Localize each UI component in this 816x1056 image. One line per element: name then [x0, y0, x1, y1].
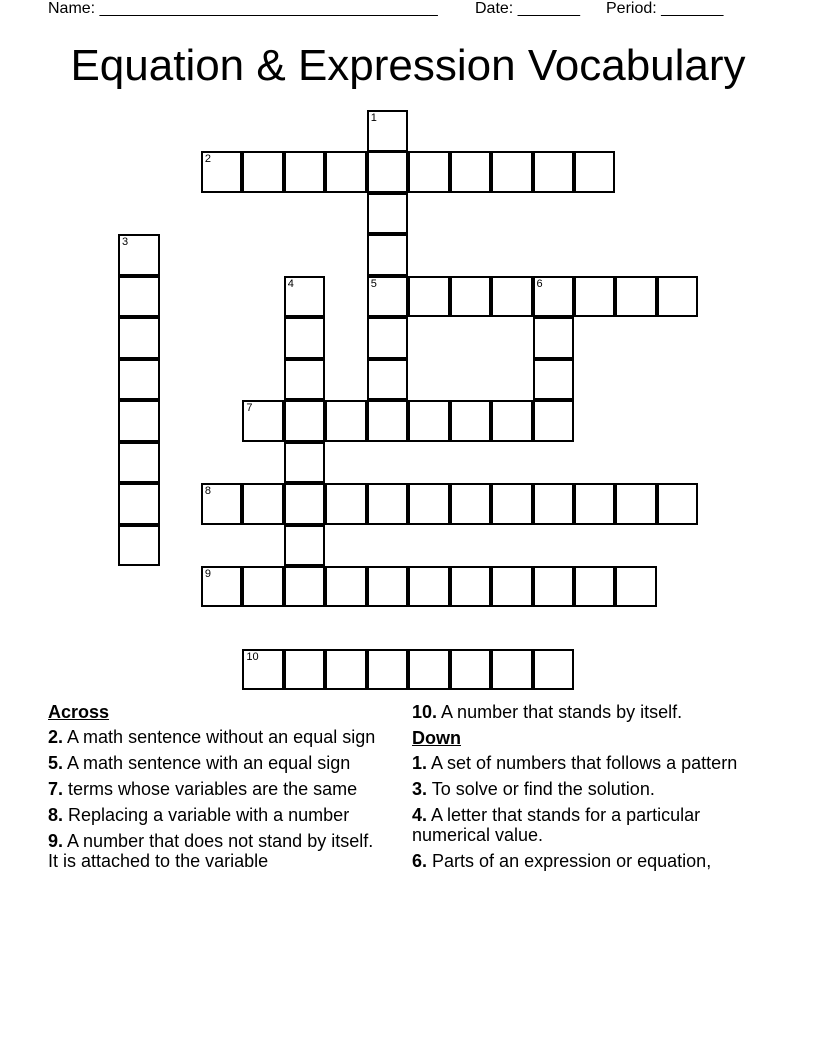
period-field[interactable]: Period: _______: [606, 0, 724, 17]
crossword-cell[interactable]: [284, 276, 326, 318]
clue-number-label: 1: [370, 112, 377, 124]
across-clue-5: [48, 753, 388, 773]
crossword-cell[interactable]: [533, 566, 575, 608]
down-clue-4: [412, 805, 752, 845]
clue-number: 4.: [412, 805, 428, 825]
crossword-cell[interactable]: [574, 483, 616, 525]
clue-number: 1.: [412, 753, 428, 773]
crossword-cell[interactable]: [408, 649, 450, 691]
clue-number: 7.: [48, 779, 64, 799]
crossword-cell[interactable]: [118, 276, 160, 318]
crossword-cell[interactable]: [491, 566, 533, 608]
crossword-cell[interactable]: [367, 151, 409, 193]
crossword-cell[interactable]: [491, 276, 533, 318]
crossword-cell[interactable]: [367, 400, 409, 442]
clue-text: A number that stands by itself.: [441, 702, 683, 722]
clue-number-label: 4: [287, 277, 294, 290]
crossword-cell[interactable]: [118, 317, 160, 359]
clue-text: A letter that stands for a particular numerical value.: [412, 805, 701, 845]
crossword-cell[interactable]: [533, 483, 575, 525]
clue-text: terms whose variables are the same: [68, 779, 358, 799]
crossword-cell[interactable]: [284, 359, 326, 401]
crossword-cell[interactable]: [325, 649, 367, 691]
crossword-cell[interactable]: [533, 649, 575, 691]
crossword-cell[interactable]: [615, 483, 657, 525]
crossword-cell[interactable]: [657, 276, 699, 318]
crossword-cell[interactable]: [284, 151, 326, 193]
clue-number-label: 2: [204, 153, 212, 166]
clue-number: 5.: [48, 753, 64, 773]
crossword-cell[interactable]: [118, 442, 160, 484]
crossword-cell[interactable]: [367, 359, 409, 401]
across-clue-8: [48, 805, 388, 825]
crossword-cell[interactable]: [284, 442, 326, 484]
across-clue-10: [412, 702, 752, 722]
crossword-cell[interactable]: [242, 649, 284, 691]
crossword-cell[interactable]: [533, 276, 575, 318]
crossword-cell[interactable]: [574, 151, 616, 193]
crossword-cell[interactable]: [118, 359, 160, 401]
crossword-cell[interactable]: [284, 400, 326, 442]
across-clue-9: [48, 831, 388, 871]
crossword-cell[interactable]: [450, 276, 492, 318]
across-heading: Across: [48, 702, 110, 722]
crossword-cell[interactable]: [491, 649, 533, 691]
across-clue-7: [48, 779, 388, 799]
crossword-cell[interactable]: [284, 525, 326, 567]
crossword-cell[interactable]: [367, 234, 409, 276]
name-field[interactable]: Name: ______________________________________: [48, 0, 438, 17]
clue-number-label: 9: [204, 567, 212, 580]
clue-number: 2.: [48, 727, 64, 747]
crossword-cell[interactable]: [615, 276, 657, 318]
down-clue-1: [412, 753, 752, 773]
clue-number-label: 5: [370, 277, 377, 290]
down-clue-6: [412, 851, 752, 871]
crossword-cell[interactable]: [118, 525, 160, 567]
crossword-cell[interactable]: [367, 317, 409, 359]
crossword-cell[interactable]: [491, 483, 533, 525]
clue-number-label: 6: [536, 277, 543, 290]
date-field[interactable]: Date: _______: [475, 0, 580, 17]
crossword-cell[interactable]: [242, 566, 284, 608]
crossword-cell[interactable]: [657, 483, 699, 525]
clue-text: A math sentence without an equal sign: [67, 727, 376, 747]
crossword-cell[interactable]: [491, 400, 533, 442]
crossword-cell[interactable]: [201, 151, 243, 193]
down-clue-3: [412, 779, 752, 799]
clue-number: 3.: [412, 779, 428, 799]
crossword-cell[interactable]: [325, 400, 367, 442]
crossword-cell[interactable]: [118, 400, 160, 442]
crossword-cell[interactable]: [408, 566, 450, 608]
crossword-cell[interactable]: [533, 151, 575, 193]
crossword-cell[interactable]: [242, 151, 284, 193]
clue-number-label: 7: [246, 402, 253, 415]
crossword-cell[interactable]: [242, 483, 284, 525]
down-heading: Down: [412, 728, 461, 748]
crossword-cell[interactable]: [284, 649, 326, 691]
clue-number-label: 8: [204, 485, 212, 498]
page-title: Equation & Expression Vocabulary: [70, 41, 746, 90]
crossword-cell[interactable]: [533, 359, 575, 401]
clue-text: Parts of an expression or equation,: [432, 851, 712, 871]
clue-number-label: 10: [246, 650, 259, 663]
crossword-cell[interactable]: [367, 649, 409, 691]
crossword-cell[interactable]: [450, 151, 492, 193]
crossword-cell[interactable]: [491, 151, 533, 193]
crossword-cell[interactable]: [118, 234, 160, 276]
crossword-cell[interactable]: [615, 566, 657, 608]
clues-left-column: [48, 702, 388, 877]
clue-number: 10.: [412, 702, 438, 722]
clue-number: 9.: [48, 831, 64, 851]
crossword-cell[interactable]: [325, 483, 367, 525]
crossword-cell[interactable]: [201, 483, 243, 525]
crossword-cell[interactable]: [408, 276, 450, 318]
crossword-cell[interactable]: [408, 151, 450, 193]
crossword-cell[interactable]: [325, 566, 367, 608]
clue-number: 6.: [412, 851, 428, 871]
clue-text: A math sentence with an equal sign: [67, 753, 351, 773]
crossword-cell[interactable]: [242, 400, 284, 442]
clue-text: To solve or find the solution.: [431, 779, 655, 799]
crossword-cell[interactable]: [408, 400, 450, 442]
crossword-cell[interactable]: [367, 193, 409, 235]
crossword-cell[interactable]: [284, 566, 326, 608]
crossword-cell[interactable]: [574, 566, 616, 608]
crossword-cell[interactable]: [533, 400, 575, 442]
crossword-cell[interactable]: [367, 566, 409, 608]
crossword-cell[interactable]: [574, 276, 616, 318]
clue-text: A set of numbers that follows a pattern: [431, 753, 738, 773]
clue-number: 8.: [48, 805, 64, 825]
clue-text: A number that does not stand by itself. It is attached to the variable: [48, 831, 374, 871]
crossword-cell[interactable]: [533, 317, 575, 359]
crossword-cell[interactable]: [201, 566, 243, 608]
crossword-cell[interactable]: [367, 483, 409, 525]
crossword-cell[interactable]: [450, 483, 492, 525]
crossword-cell[interactable]: [367, 110, 409, 152]
crossword-cell[interactable]: [450, 566, 492, 608]
clue-text: Replacing a variable with a number: [68, 805, 350, 825]
across-clue-2: [48, 727, 388, 747]
crossword-cell[interactable]: [450, 400, 492, 442]
crossword-cell[interactable]: [118, 483, 160, 525]
crossword-cell[interactable]: [408, 483, 450, 525]
clue-number-label: 3: [122, 236, 129, 249]
crossword-cell[interactable]: [367, 276, 409, 318]
crossword-cell[interactable]: [284, 483, 326, 525]
crossword-cell[interactable]: [325, 151, 367, 193]
crossword-cell[interactable]: [450, 649, 492, 691]
clues-right-column: [412, 702, 752, 877]
crossword-cell[interactable]: [284, 317, 326, 359]
